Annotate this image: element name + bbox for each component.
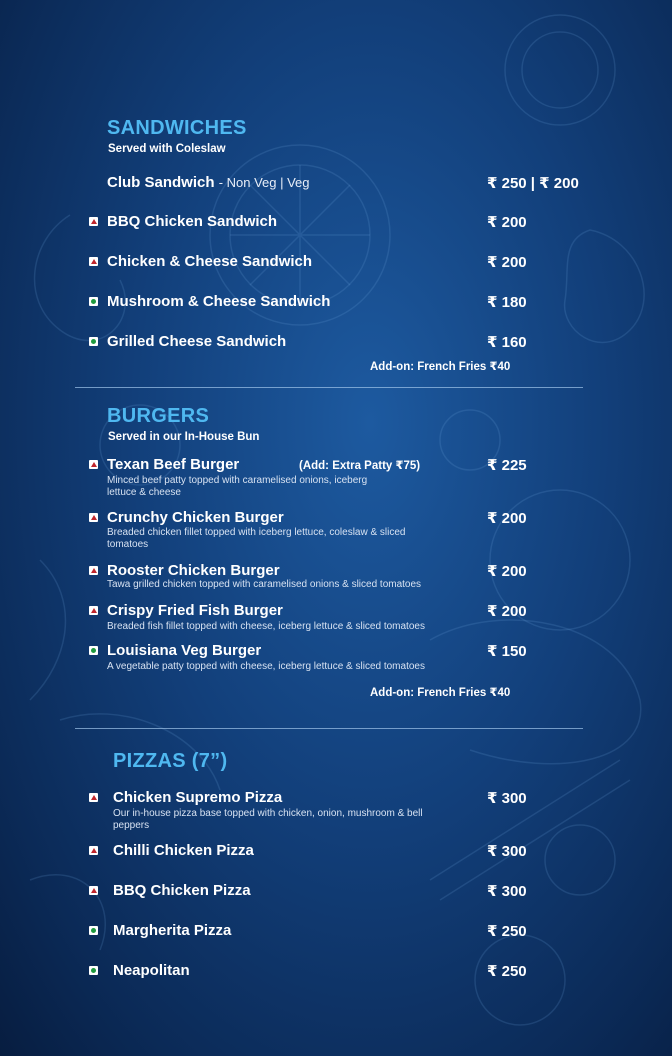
item-price: ₹ 250 bbox=[487, 923, 527, 940]
item-name: Club Sandwich bbox=[107, 174, 215, 191]
section-subtitle-sandwiches: Served with Coleslaw bbox=[108, 143, 226, 155]
menu-item-name: Chicken Supremo Pizza bbox=[113, 789, 283, 806]
menu-item-name: BBQ Chicken Pizza bbox=[113, 882, 251, 899]
nonveg-icon bbox=[89, 217, 98, 226]
item-price: ₹ 250 bbox=[487, 963, 527, 980]
item-price: ₹ 200 bbox=[487, 254, 527, 271]
nonveg-icon bbox=[89, 886, 98, 895]
item-price: ₹ 250 | ₹ 200 bbox=[487, 175, 579, 192]
item-options: - Non Veg | Veg bbox=[218, 175, 310, 190]
nonveg-icon bbox=[89, 606, 98, 615]
section-divider bbox=[75, 387, 583, 388]
nonveg-icon bbox=[89, 846, 98, 855]
nonveg-icon bbox=[89, 460, 98, 469]
item-description: Breaded fish fillet topped with cheese, iceberg lettuce & sliced tomatoes bbox=[107, 621, 425, 632]
menu-item-name: Crispy Fried Fish Burger bbox=[107, 602, 283, 619]
section-divider bbox=[75, 728, 583, 729]
nonveg-icon bbox=[89, 513, 98, 522]
menu-item-name: Neapolitan bbox=[113, 962, 190, 979]
addon-note-sandwiches: Add-on: French Fries ₹40 bbox=[370, 361, 511, 373]
item-price: ₹ 160 bbox=[487, 334, 527, 351]
item-price: ₹ 200 bbox=[487, 214, 527, 231]
menu-item-name: Chilli Chicken Pizza bbox=[113, 842, 254, 859]
item-price: ₹ 200 bbox=[487, 510, 527, 527]
veg-icon bbox=[89, 926, 98, 935]
nonveg-icon bbox=[89, 566, 98, 575]
item-price: ₹ 200 bbox=[487, 603, 527, 620]
veg-icon bbox=[89, 646, 98, 655]
menu-item-name: BBQ Chicken Sandwich bbox=[107, 213, 278, 230]
veg-icon bbox=[89, 966, 98, 975]
addon-note-burgers: Add-on: French Fries ₹40 bbox=[370, 687, 511, 699]
menu-item-name: Mushroom & Cheese Sandwich bbox=[107, 293, 331, 310]
menu-item-name: Grilled Cheese Sandwich bbox=[107, 333, 287, 350]
item-price: ₹ 300 bbox=[487, 790, 527, 807]
item-description: Minced beef patty topped with caramelised onions, iceberg lettuce & cheese bbox=[107, 475, 368, 498]
item-description: Our in-house pizza base topped with chicken, onion, mushroom & bell peppers bbox=[113, 808, 423, 831]
menu-item-club-sandwich bbox=[107, 174, 310, 191]
menu-item-name: Texan Beef Burger bbox=[107, 456, 240, 473]
section-title-pizzas: PIZZAS (7”) bbox=[113, 750, 228, 772]
nonveg-icon bbox=[89, 793, 98, 802]
section-title-burgers: BURGERS bbox=[107, 405, 210, 427]
section-title-sandwiches: SANDWICHES bbox=[107, 117, 247, 139]
menu-item-name: Margherita Pizza bbox=[113, 922, 232, 939]
menu-item-name: Crunchy Chicken Burger bbox=[107, 509, 284, 526]
item-price: ₹ 150 bbox=[487, 643, 527, 660]
item-description: A vegetable patty topped with cheese, iceberg lettuce & sliced tomatoes bbox=[107, 661, 425, 672]
item-price: ₹ 300 bbox=[487, 883, 527, 900]
item-description: Tawa grilled chicken topped with caramelised onions & sliced tomatoes bbox=[107, 579, 422, 590]
menu-item-name: Louisiana Veg Burger bbox=[107, 642, 262, 659]
veg-icon bbox=[89, 337, 98, 346]
menu-item-name: Chicken & Cheese Sandwich bbox=[107, 253, 313, 270]
extra-patty-note: (Add: Extra Patty ₹75) bbox=[299, 460, 421, 472]
nonveg-icon bbox=[89, 257, 98, 266]
veg-icon bbox=[89, 297, 98, 306]
section-subtitle-burgers: Served in our In-House Bun bbox=[108, 431, 260, 443]
item-price: ₹ 180 bbox=[487, 294, 527, 311]
item-price: ₹ 225 bbox=[487, 457, 527, 474]
item-price: ₹ 200 bbox=[487, 563, 527, 580]
menu-item-name: Rooster Chicken Burger bbox=[107, 562, 280, 579]
item-description: Breaded chicken fillet topped with iceberg lettuce, coleslaw & sliced tomatoes bbox=[107, 527, 406, 550]
item-price: ₹ 300 bbox=[487, 843, 527, 860]
